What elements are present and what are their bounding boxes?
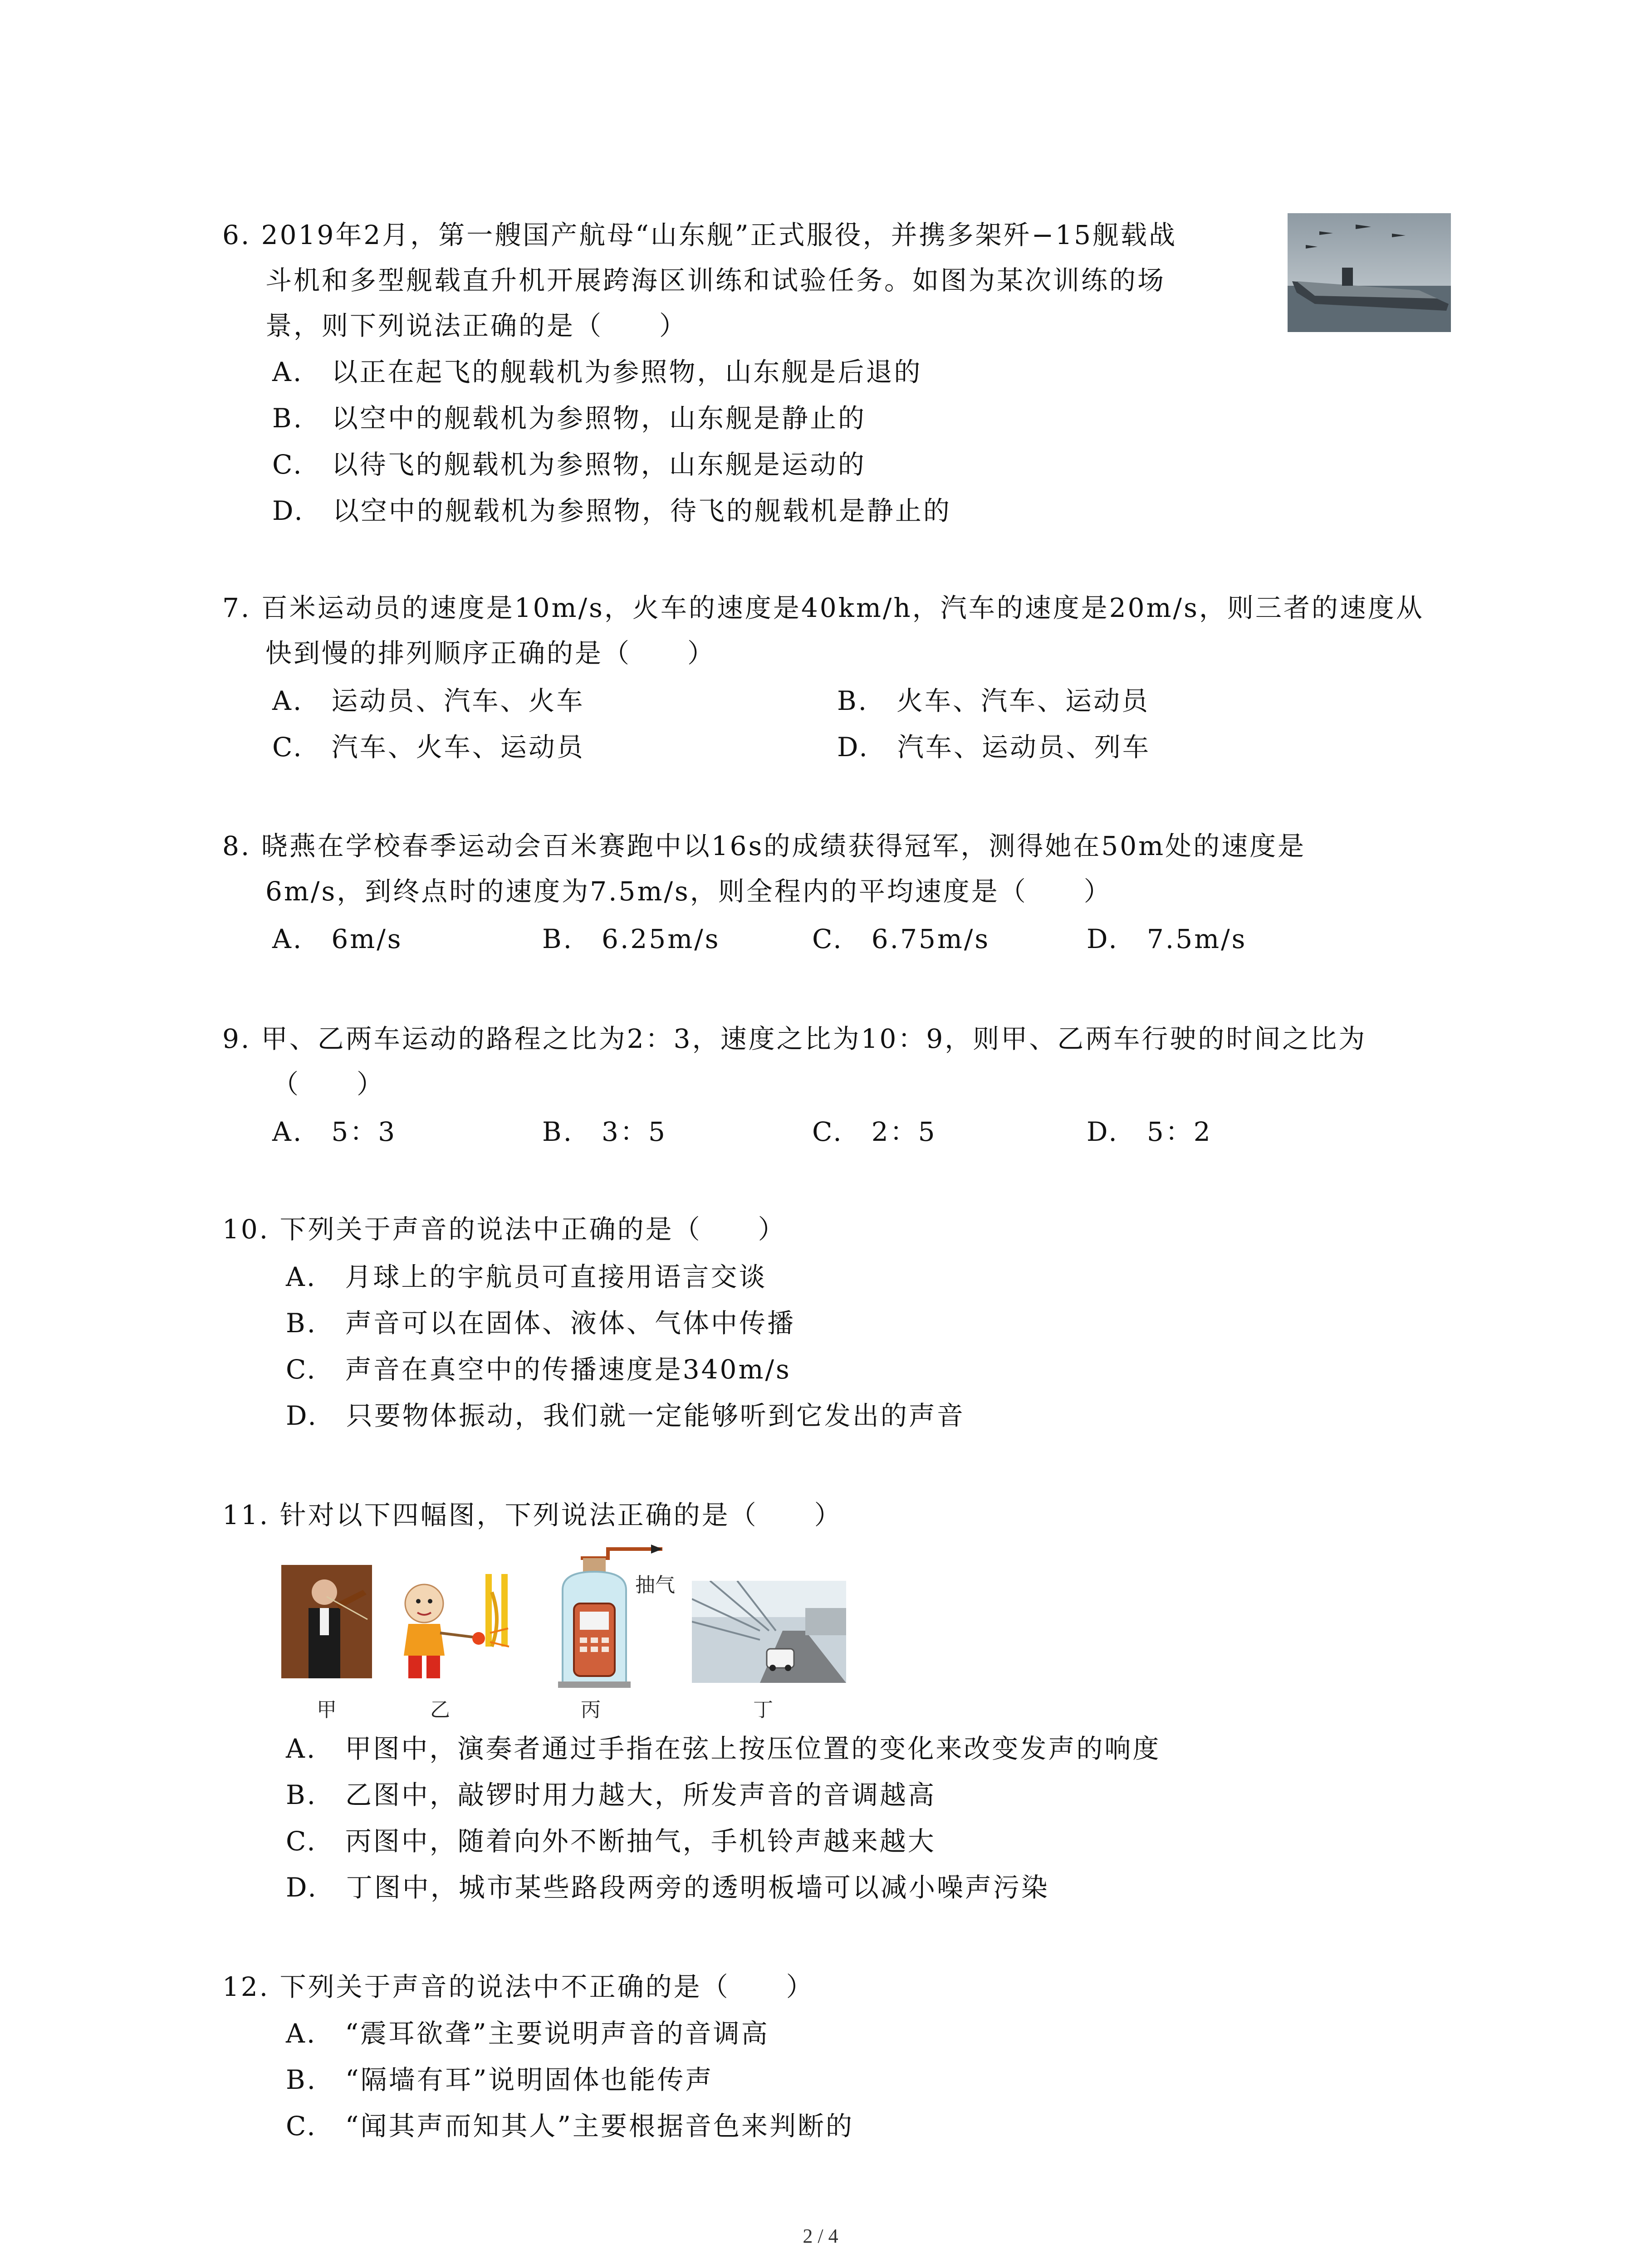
q6-option-d: D. 以空中的舰载机为参照物，待飞的舰载机是静止的 xyxy=(272,495,951,526)
q9-option-b: B. 3：5 xyxy=(542,1116,667,1147)
pump-label: 抽气 xyxy=(635,1574,675,1597)
q11-option-c: C. 丙图中，随着向外不断抽气，手机铃声越来越大 xyxy=(286,1826,936,1857)
q8-stem-line1: 8. 晓燕在学校春季运动会百米赛跑中以16s的成绩获得冠军，测得她在50m处的速度是 xyxy=(222,831,1306,861)
q10-option-d: D. 只要物体振动，我们就一定能够听到它发出的声音 xyxy=(286,1400,965,1431)
gong-cartoon-image xyxy=(386,1565,517,1687)
q7-stem-line1: 7. 百米运动员的速度是10m/s，火车的速度是40km/h，汽车的速度是20m/s，则三者的速度从 xyxy=(222,592,1424,623)
violinist-image xyxy=(281,1565,372,1678)
q8-option-b: B. 6.25m/s xyxy=(542,924,720,954)
q11-option-d: D. 丁图中，城市某些路段两旁的透明板墙可以减小噪声污染 xyxy=(286,1872,1049,1903)
aircraft-carrier-photo xyxy=(1288,213,1451,332)
q6-stem-line2: 斗机和多型舰载直升机开展跨海区训练和试验任务。如图为某次训练的场 xyxy=(265,265,1166,296)
page-number: 2 / 4 xyxy=(803,2225,838,2247)
q6-stem-line1: 6. 2019年2月，第一艘国产航母“山东舰”正式服役，并携多架歼−15舰载战 xyxy=(222,220,1177,250)
q9-option-d: D. 5：2 xyxy=(1087,1116,1212,1147)
q6-stem-line3: 景，则下列说法正确的是（ ） xyxy=(265,310,688,341)
q6-option-a: A. 以正在起飞的舰载机为参照物，山东舰是后退的 xyxy=(272,357,922,387)
q10-option-b: B. 声音可以在固体、液体、气体中传播 xyxy=(286,1308,796,1339)
q10-stem: 10. 下列关于声音的说法中正确的是（ ） xyxy=(222,1214,786,1245)
q9-stem-line1: 9. 甲、乙两车运动的路程之比为2：3，速度之比为10：9，则甲、乙两车行驶的时间之比为 xyxy=(222,1023,1367,1054)
q6-option-b: B. 以空中的舰载机为参照物，山东舰是静止的 xyxy=(272,403,867,434)
caption-yi: 乙 xyxy=(430,1698,450,1721)
caption-jia: 甲 xyxy=(317,1698,337,1721)
q12-stem: 12. 下列关于声音的说法中不正确的是（ ） xyxy=(222,1971,814,2002)
q10-option-c: C. 声音在真空中的传播速度是340m/s xyxy=(286,1354,791,1385)
caption-bing: 丙 xyxy=(581,1698,601,1721)
q12-option-a: A. “震耳欲聋”主要说明声音的音调高 xyxy=(286,2018,769,2049)
q12-option-c: C. “闻其声而知其人”主要根据音色来判断的 xyxy=(286,2111,854,2141)
q11-option-a: A. 甲图中，演奏者通过手指在弦上按压位置的变化来改变发声的响度 xyxy=(286,1733,1161,1764)
q8-option-d: D. 7.5m/s xyxy=(1087,924,1247,954)
q8-stem-line2: 6m/s，到终点时的速度为7.5m/s，则全程内的平均速度是（ ） xyxy=(265,876,1112,907)
q7-option-b: B. 火车、汽车、运动员 xyxy=(837,685,1150,716)
bell-jar-phone-image xyxy=(554,1540,685,1690)
q7-stem-line2: 快到慢的排列顺序正确的是（ ） xyxy=(265,638,716,669)
q9-option-c: C. 2：5 xyxy=(812,1116,937,1147)
q11-option-b: B. 乙图中，敲锣时用力越大，所发声音的音调越高 xyxy=(286,1779,936,1810)
q7-option-a: A. 运动员、汽车、火车 xyxy=(272,685,585,716)
q9-stem-line2: （ ） xyxy=(272,1069,385,1100)
q10-option-a: A. 月球上的宇航员可直接用语言交谈 xyxy=(286,1261,767,1292)
q7-option-d: D. 汽车、运动员、列车 xyxy=(837,732,1151,763)
q8-option-c: C. 6.75m/s xyxy=(812,924,990,954)
q6-option-c: C. 以待飞的舰载机为参照物，山东舰是运动的 xyxy=(272,449,866,480)
sound-barrier-road-image xyxy=(692,1581,846,1683)
caption-ding: 丁 xyxy=(753,1698,773,1721)
q8-option-a: A. 6m/s xyxy=(272,924,403,954)
q12-option-b: B. “隔墙有耳”说明固体也能传声 xyxy=(286,2064,714,2095)
q11-stem: 11. 针对以下四幅图，下列说法正确的是（ ） xyxy=(222,1500,843,1530)
q9-option-a: A. 5：3 xyxy=(272,1116,397,1147)
q7-option-c: C. 汽车、火车、运动员 xyxy=(272,732,585,763)
